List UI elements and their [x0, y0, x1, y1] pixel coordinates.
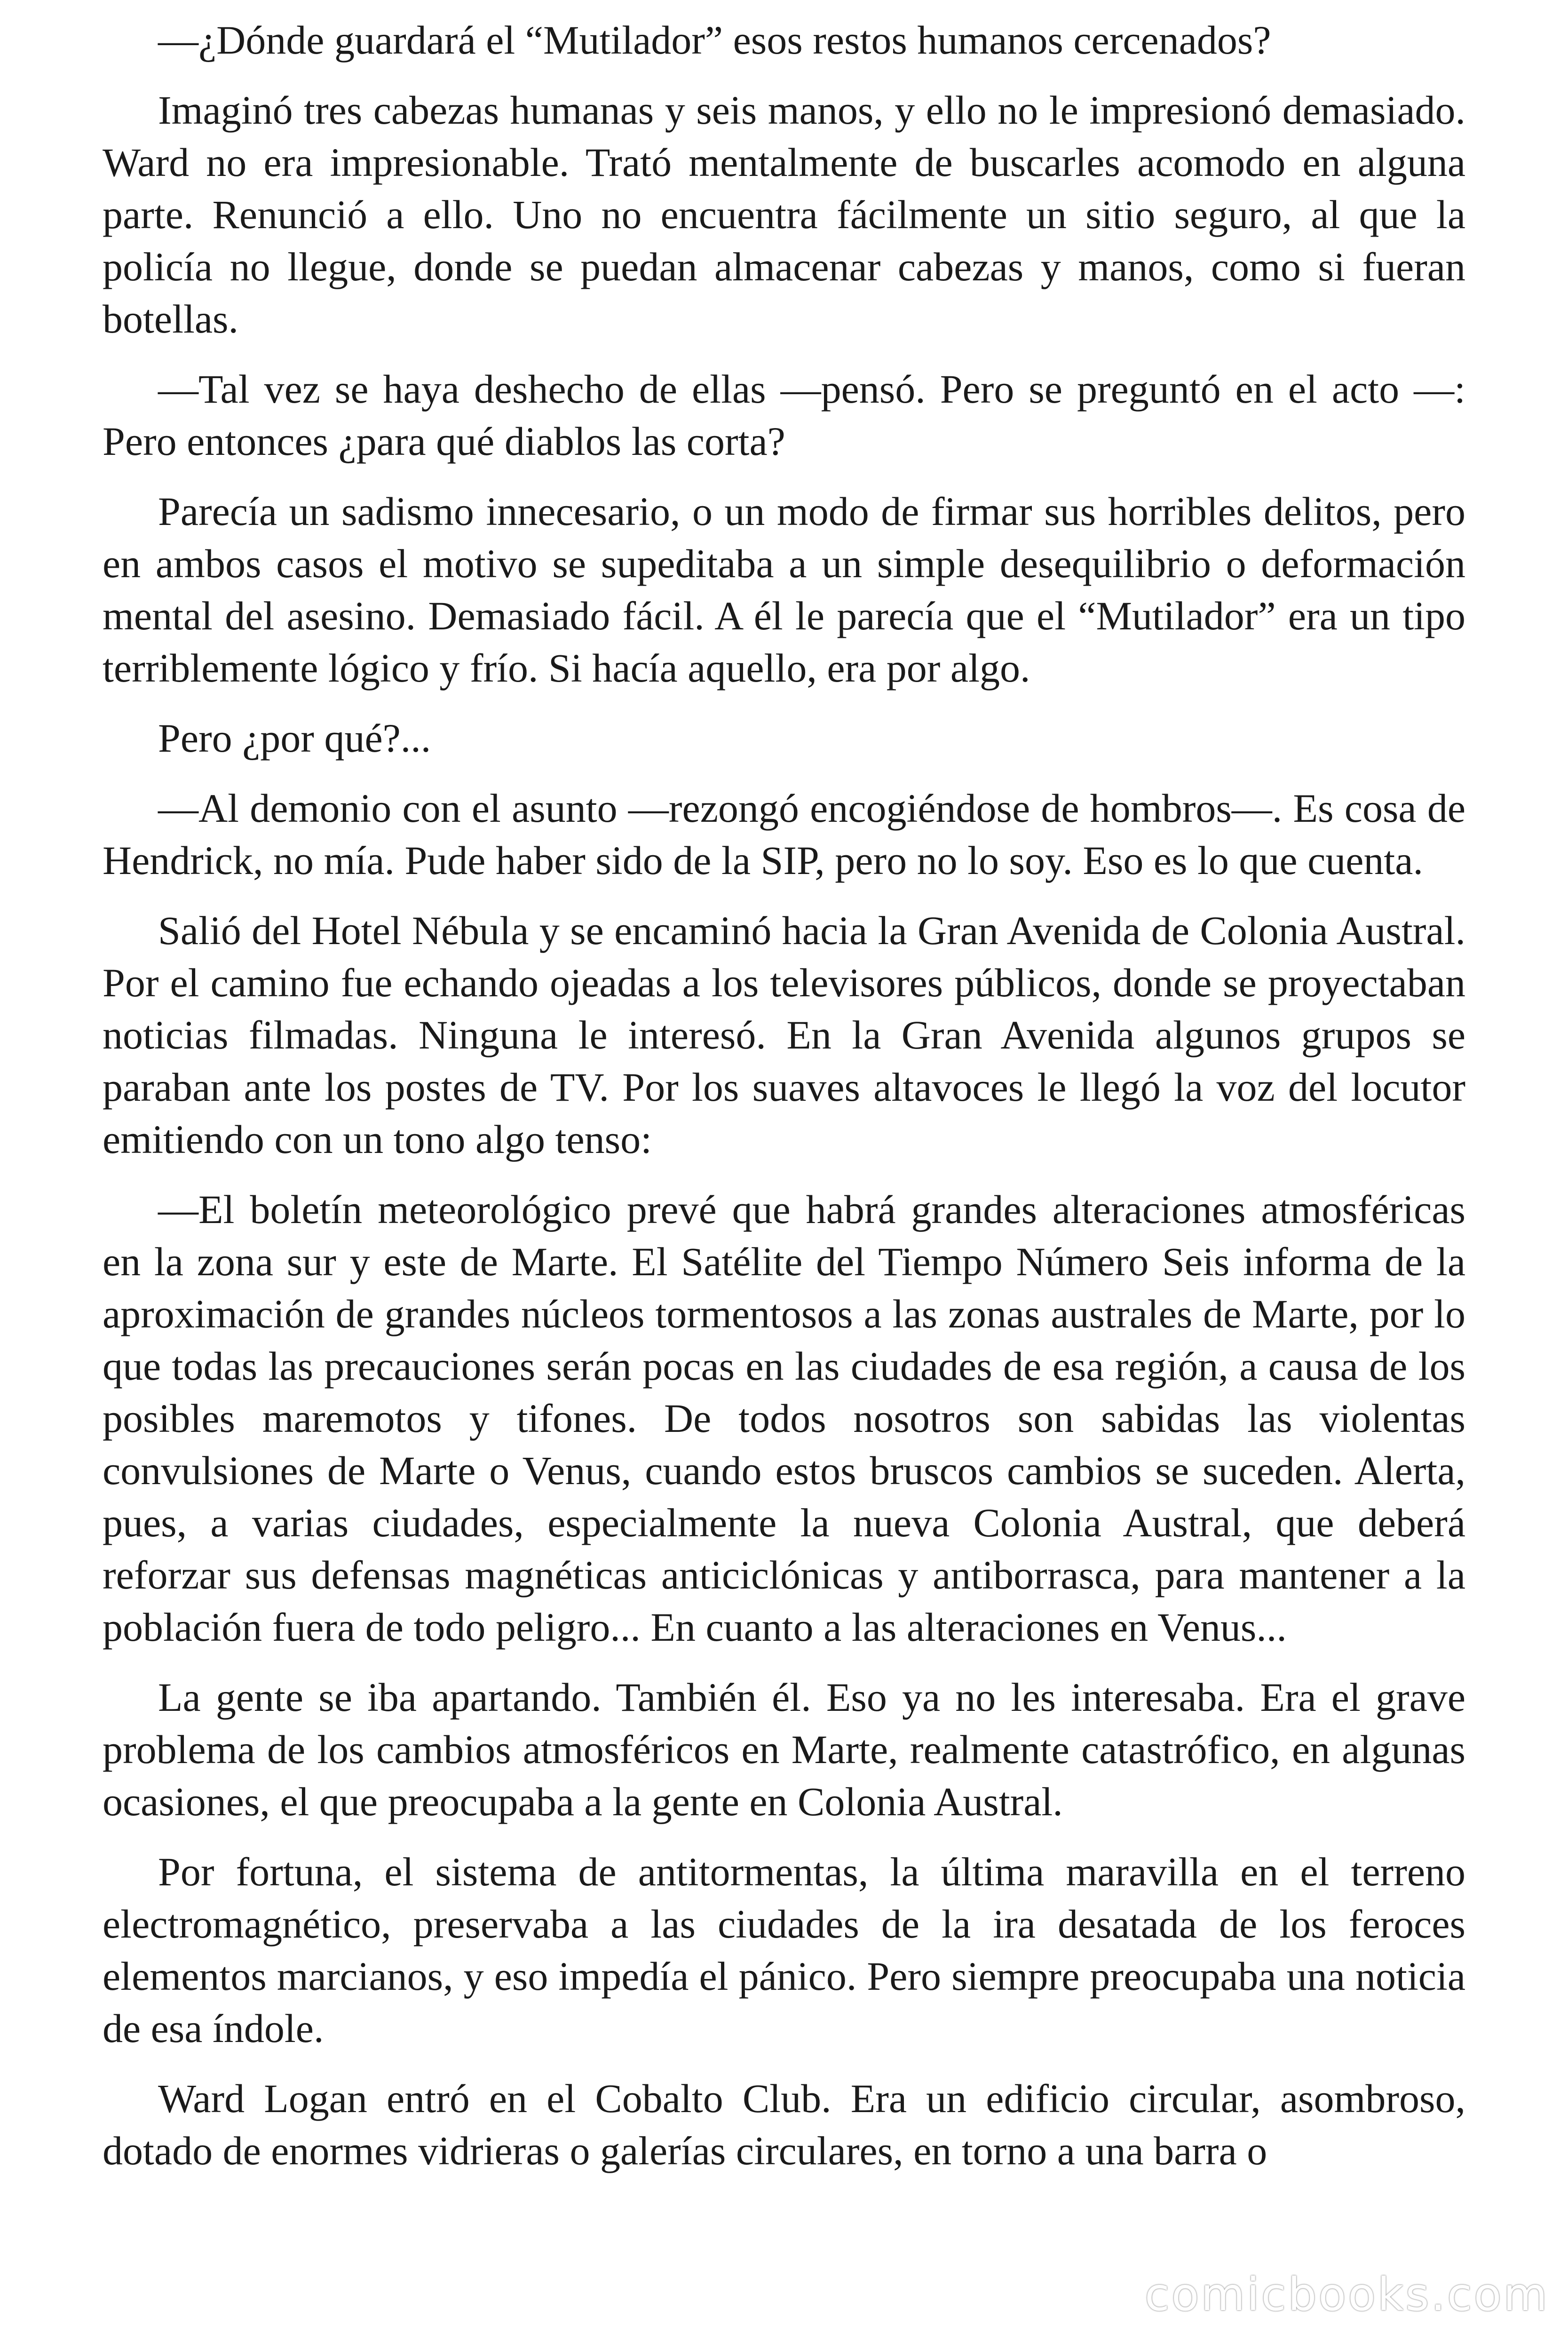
paragraph-5: Pero ¿por qué?... — [158, 715, 431, 761]
paragraph-3: —Tal vez se haya deshecho de ellas —pensó. Pero se preguntó en el acto —: Pero entonces ¿para qué diablos las corta? — [103, 366, 1465, 464]
watermark: comicbooks.com — [1144, 2268, 1549, 2321]
paragraph-11: Ward Logan entró en el Cobalto Club. Era un edificio circular, asombroso, dotado de enormes vidrieras o galerías circulares, en torno a una barra o — [103, 2076, 1465, 2173]
paragraph-1: —¿Dónde guardará el “Mutilador” esos restos humanos cercenados? — [158, 17, 1271, 63]
paragraph-6: —Al demonio con el asunto —rezongó encogiéndose de hombros—. Es cosa de Hendrick, no mía. Pude haber sido de la SIP, pero no lo soy. Eso es lo que cuenta. — [103, 786, 1465, 883]
paragraph-4: Parecía un sadismo innecesario, o un modo de firmar sus horribles delitos, pero en ambos casos el motivo se supeditaba a un simple desequilibrio o deformación mental del asesino. Demasiado fácil. A él le parecía que el “Mutilador” era un tipo terriblemente lógico y frío. Si hacía aquello, era por algo. — [103, 489, 1465, 691]
paragraph-9: La gente se iba apartando. También él. Eso ya no les interesaba. Era el grave problema de los cambios atmosféricos en Marte, realmente catastrófico, en algunas ocasiones, el que preocupaba a la gente en Colonia Austral. — [103, 1675, 1465, 1824]
paragraph-2: Imaginó tres cabezas humanas y seis manos, y ello no le impresionó demasiado. Ward no era impresionable. Trató mentalmente de buscarles acomodo en alguna parte. Renunció a ello. Uno no encuentra fácilmente un sitio seguro, al que la policía no llegue, donde se puedan almacenar cabezas y manos, como si fueran botellas. — [103, 87, 1465, 342]
paragraph-10: Por fortuna, el sistema de antitormentas, la última maravilla en el terreno electromagnético, preservaba a las ciudades de la ira desatada de los feroces elementos marcianos, y eso impedía el pánico. Pero siempre preocupaba una noticia de esa índole. — [103, 1849, 1465, 2051]
paragraph-8: —El boletín meteorológico prevé que habrá grandes alteraciones atmosféricas en la zona sur y este de Marte. El Satélite del Tiempo Número Seis informa de la aproximación de grandes núcleos tormentosos a las zonas australes de Marte, por lo que todas las precauciones serán pocas en las ciudades de esa región, a causa de los posibles maremotos y tifones. De todos nosotros son sabidas las violentas convulsiones de Marte o Venus, cuando estos bruscos cambios se suceden. Alerta, pues, a varias ciudades, especialmente la nueva Colonia Austral, que deberá reforzar sus defensas magnéticas anticiclónicas y antiborrasca, para mantener a la población fuera de todo peligro... En cuanto a las alteraciones en Venus... — [103, 1187, 1465, 1650]
paragraph-7: Salió del Hotel Nébula y se encaminó hacia la Gran Avenida de Colonia Austral. Por el camino fue echando ojeadas a los televisores públicos, donde se proyectaban noticias filmadas. Ninguna le interesó. En la Gran Avenida algunos grupos se paraban ante los postes de TV. Por los suaves altavoces le llegó la voz del locutor emitiendo con un tono algo tenso: — [103, 908, 1465, 1162]
